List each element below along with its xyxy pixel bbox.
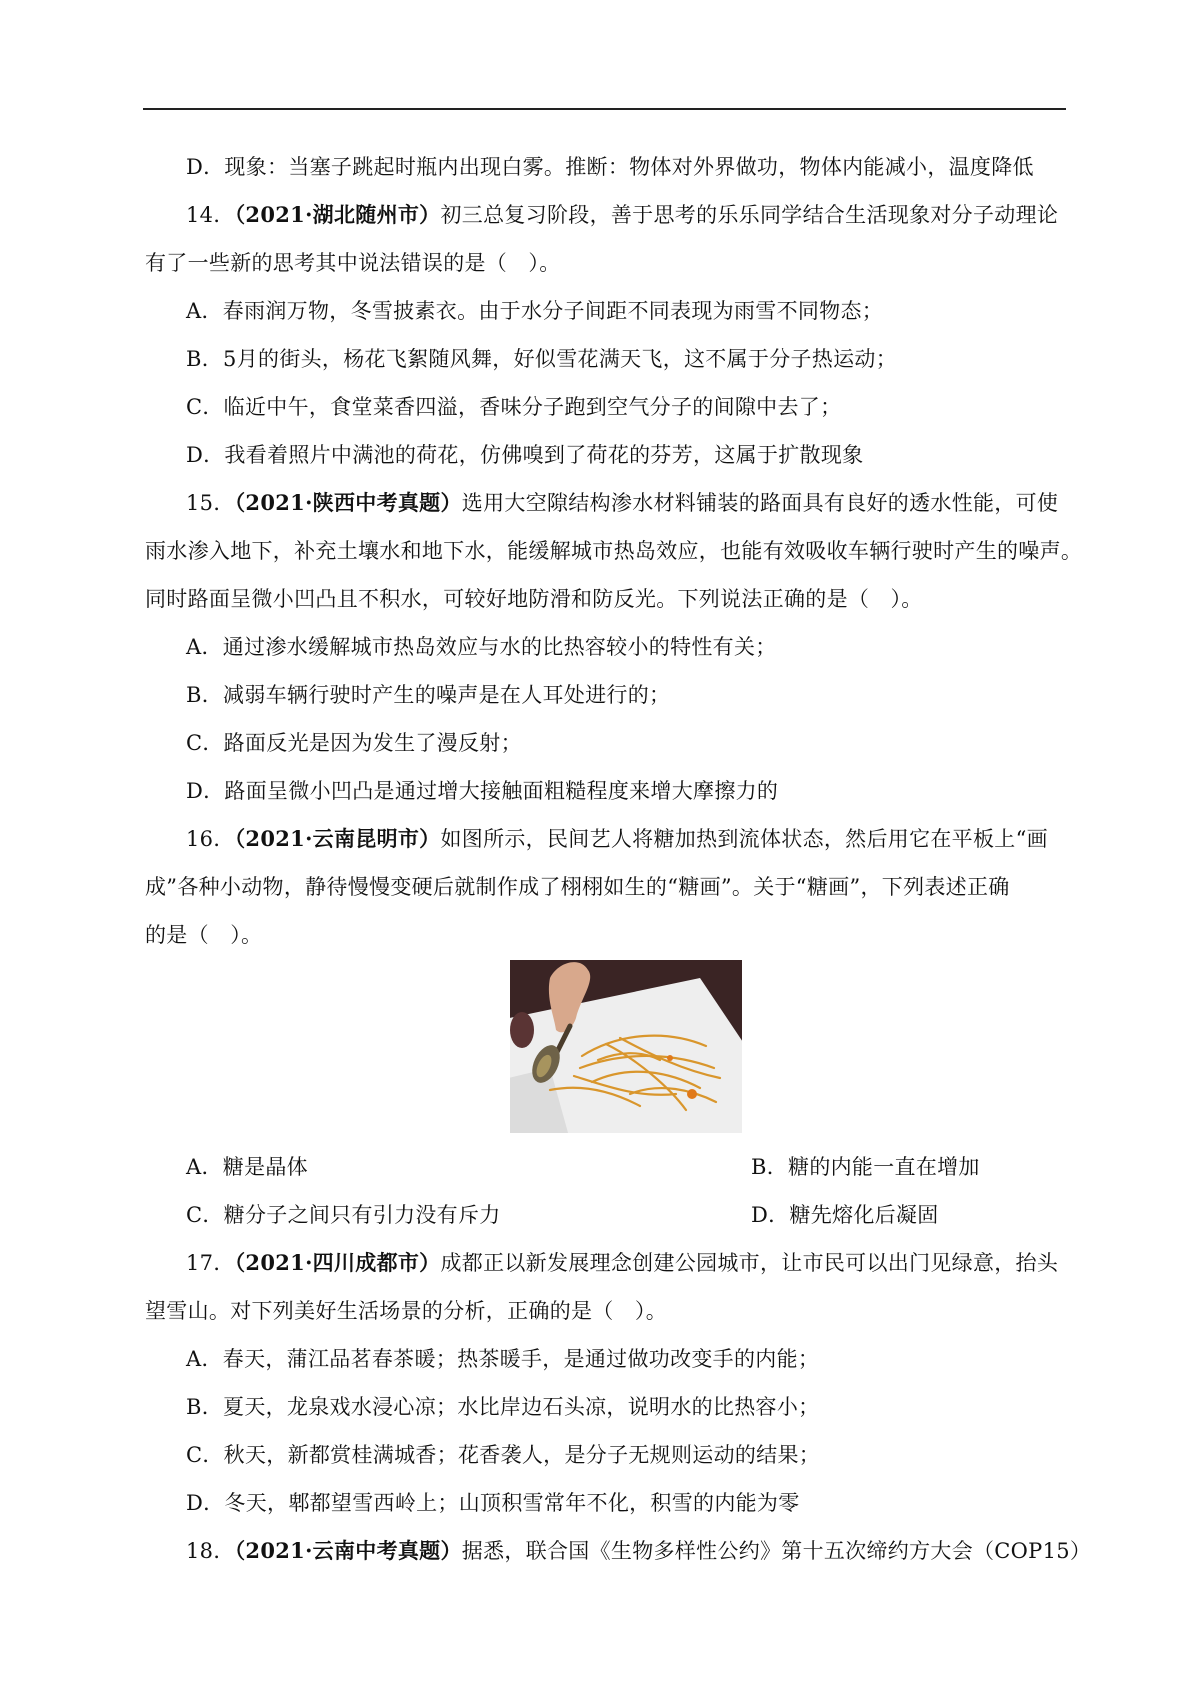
q14-text: 初三总复习阶段，善于思考的乐乐同学结合生活现象对分子动理论 (440, 203, 1059, 227)
q16-source: （2021·云南昆明市） (234, 826, 441, 851)
q18-stem-line1 (186, 1536, 1121, 1566)
q17-source: （2021·四川成都市） (234, 1250, 441, 1275)
q14-option-c: C．临近中午，食堂菜香四溢，香味分子跑到空气分子的间隙中去了； (186, 395, 842, 419)
q15-option-d: D．路面呈微小凹凸是通过增大接触面粗糙程度来增大摩擦力的 (186, 779, 779, 803)
q16-options-row1 (186, 1152, 1121, 1182)
q16-stem-line2: 成”各种小动物，静待慢慢变硬后就制作成了栩栩如生的“糖画”。关于“糖画”，下列表述正确 (145, 875, 1010, 899)
q16-option-b: B．糖的内能一直在增加 (751, 1155, 980, 1179)
q17-stem-line2: 望雪山。对下列美好生活场景的分析，正确的是（ ）。 (145, 1299, 667, 1323)
q14-stem-line1 (186, 200, 1121, 230)
q16-text: 如图所示，民间艺人将糖加热到流体状态，然后用它在平板上“画 (440, 827, 1048, 851)
q15-source: （2021·陕西中考真题） (234, 490, 462, 515)
q16-option-a: A．糖是晶体 (186, 1155, 308, 1179)
q15-option-a: A．通过渗水缓解城市热岛效应与水的比热容较小的特性有关； (186, 635, 777, 659)
q16-stem-line3: 的是（ ）。 (145, 923, 263, 947)
sugar-painting-illustration (510, 960, 742, 1133)
q15-number: 15． (186, 491, 235, 515)
q14-option-a: A．春雨润万物，冬雪披素衣。由于水分子间距不同表现为雨雪不同物态； (186, 299, 884, 323)
q18-source: （2021·云南中考真题） (234, 1538, 462, 1563)
q15-stem-line3: 同时路面呈微小凹凸且不积水，可较好地防滑和防反光。下列说法正确的是（ ）。 (145, 587, 923, 611)
q15-text: 选用大空隙结构渗水材料铺装的路面具有良好的透水性能，可使 (461, 491, 1059, 515)
q15-stem-line1 (186, 488, 1121, 518)
q14-option-d: D．我看着照片中满池的荷花，仿佛嗅到了荷花的芬芳，这属于扩散现象 (186, 443, 864, 467)
q18-text: 据悉，联合国《生物多样性公约》第十五次缔约方大会（COP15） (461, 1539, 1092, 1563)
q15-option-b: B．减弱车辆行驶时产生的噪声是在人耳处进行的； (186, 683, 671, 707)
q14-number: 14． (186, 203, 235, 227)
q16-number: 16． (186, 827, 235, 851)
q15-stem-line2: 雨水渗入地下，补充土壤水和地下水，能缓解城市热岛效应，也能有效吸收车辆行驶时产生的噪声。 (145, 539, 1083, 563)
q17-stem-line1 (186, 1248, 1121, 1278)
q16-option-c: C．糖分子之间只有引力没有斥力 (186, 1203, 501, 1227)
q17-option-a: A．春天，蒲江品茗春茶暖；热茶暖手，是通过做功改变手的内能； (186, 1347, 820, 1371)
q15-option-c: C．路面反光是因为发生了漫反射； (186, 731, 522, 755)
q16-options-row2 (186, 1200, 1121, 1230)
header-rule (143, 108, 1066, 110)
q13-option-d: D．现象：当塞子跳起时瓶内出现白雾。推断：物体对外界做功，物体内能减小，温度降低 (186, 155, 1034, 179)
q17-text: 成都正以新发展理念创建公园城市，让市民可以出门见绿意，抬头 (440, 1251, 1059, 1275)
q14-stem-line2: 有了一些新的思考其中说法错误的是（ ）。 (145, 251, 561, 275)
sugar-painting-photo (510, 960, 742, 1133)
q17-option-c: C．秋天，新都赏桂满城香；花香袭人，是分子无规则运动的结果； (186, 1443, 821, 1467)
q17-option-d: D．冬天，郫都望雪西岭上；山顶积雪常年不化，积雪的内能为零 (186, 1491, 800, 1515)
q17-number: 17． (186, 1251, 235, 1275)
q16-option-d: D．糖先熔化后凝固 (751, 1203, 939, 1227)
q18-number: 18． (186, 1539, 235, 1563)
q17-option-b: B．夏天，龙泉戏水浸心凉；水比岸边石头凉，说明水的比热容小； (186, 1395, 820, 1419)
q14-source: （2021·湖北随州市） (234, 202, 441, 227)
q16-stem-line1 (186, 824, 1121, 854)
q14-option-b: B．5月的街头，杨花飞絮随风舞，好似雪花满天飞，这不属于分子热运动； (186, 347, 897, 371)
